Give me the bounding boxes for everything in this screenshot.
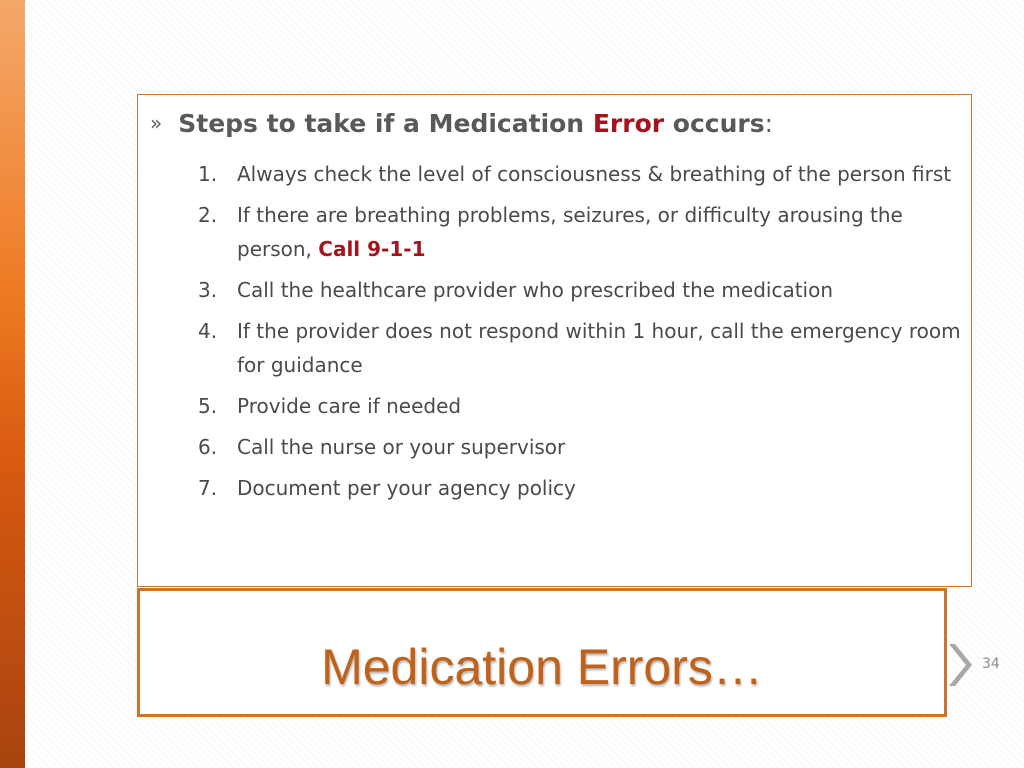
step-text	[237, 430, 970, 464]
step-text	[237, 198, 970, 266]
step-number: 4.	[198, 319, 218, 343]
heading-text-before: Steps to take if a Medication	[178, 109, 593, 138]
title-box	[137, 588, 947, 717]
step-text-body: Always check the level of consciousness & breathing of the person first	[237, 162, 952, 186]
step-number: 1.	[198, 162, 218, 186]
step-text	[237, 157, 970, 191]
heading-text-after: occurs	[664, 109, 765, 138]
step-item	[190, 430, 970, 464]
step-item	[190, 471, 970, 505]
step-text-body: If the provider does not respond within 1 hour, call the emergency room for guidance	[237, 319, 961, 377]
page-number: 34	[982, 656, 1000, 672]
step-text	[237, 314, 970, 382]
step-item	[190, 157, 970, 191]
bullet-icon: »	[150, 111, 163, 135]
step-text	[237, 389, 970, 423]
step-text-body: Call the nurse or your supervisor	[237, 435, 566, 459]
step-number: 6.	[198, 435, 218, 459]
step-number: 2.	[198, 203, 218, 227]
step-item	[190, 273, 970, 307]
step-text-body: Call the healthcare provider who prescribed the medication	[237, 278, 834, 302]
steps-list	[190, 157, 970, 512]
step-number: 7.	[198, 476, 218, 500]
step-number: 3.	[198, 278, 218, 302]
step-text-body: If there are breathing problems, seizures, or difficulty arousing the person,	[237, 203, 903, 261]
content-box	[137, 94, 972, 587]
step-item	[190, 198, 970, 266]
step-item	[190, 389, 970, 423]
heading	[150, 109, 773, 138]
step-text-body: Provide care if needed	[237, 394, 462, 418]
side-accent-band	[0, 0, 25, 768]
heading-colon: :	[764, 109, 774, 138]
step-text-body: Document per your agency policy	[237, 476, 576, 500]
heading-highlight: Error	[592, 109, 665, 138]
chevron-right-icon[interactable]	[946, 640, 972, 690]
step-text	[237, 273, 970, 307]
step-text	[237, 471, 970, 505]
slide-title: Medication Errors…	[321, 639, 763, 695]
step-emphasis: Call 9-1-1	[318, 237, 426, 261]
step-number: 5.	[198, 394, 218, 418]
step-item	[190, 314, 970, 382]
